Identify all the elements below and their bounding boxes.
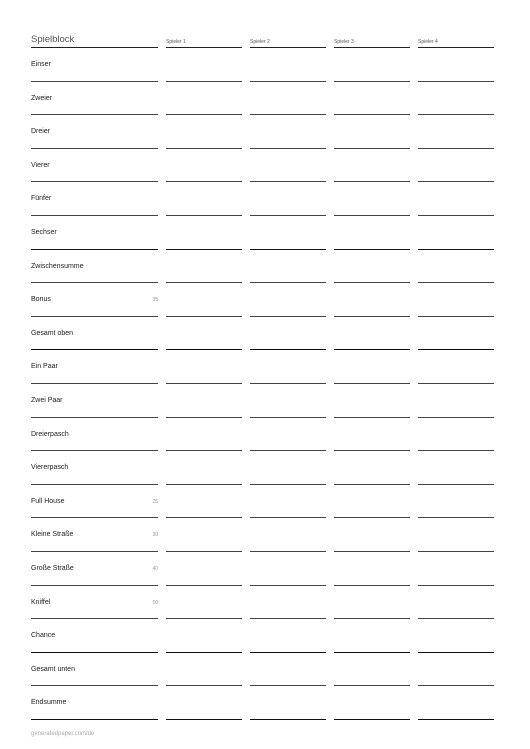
row-label-cell	[31, 283, 158, 317]
row-label: Dreier	[31, 128, 51, 136]
score-cell[interactable]	[334, 418, 410, 452]
row-points: 35	[152, 297, 158, 304]
row-label-cell	[31, 115, 158, 149]
score-cell[interactable]	[334, 586, 410, 620]
score-cell[interactable]	[166, 619, 242, 653]
score-cell[interactable]	[166, 384, 242, 418]
score-row	[31, 48, 496, 82]
score-cell[interactable]	[166, 552, 242, 586]
score-cell[interactable]	[334, 350, 410, 384]
score-cell[interactable]	[166, 686, 242, 720]
row-label-cell	[31, 216, 158, 250]
score-cell[interactable]	[250, 216, 326, 250]
score-row	[31, 115, 496, 149]
score-cell[interactable]	[418, 552, 494, 586]
score-cell[interactable]	[418, 485, 494, 519]
score-cell[interactable]	[250, 149, 326, 183]
score-cell[interactable]	[250, 653, 326, 687]
score-rows	[31, 48, 496, 720]
score-cell[interactable]	[166, 653, 242, 687]
score-cell[interactable]	[166, 485, 242, 519]
score-cell[interactable]	[334, 82, 410, 116]
row-label-cell	[31, 48, 158, 82]
row-label-cell	[31, 182, 158, 216]
score-cell[interactable]	[250, 384, 326, 418]
score-cell[interactable]	[334, 182, 410, 216]
score-cell[interactable]	[166, 586, 242, 620]
score-cell[interactable]	[166, 48, 242, 82]
row-label: Dreierpasch	[31, 430, 69, 438]
score-row	[31, 686, 496, 720]
row-label-cell	[31, 485, 158, 519]
row-points: 40	[152, 565, 158, 572]
row-label: Kleine Straße	[31, 531, 74, 539]
score-row	[31, 283, 496, 317]
row-label-cell	[31, 653, 158, 687]
row-label: Zweier	[31, 94, 53, 102]
row-label-cell	[31, 619, 158, 653]
score-cell[interactable]	[250, 115, 326, 149]
score-cell[interactable]	[250, 48, 326, 82]
score-cell[interactable]	[166, 82, 242, 116]
score-cell[interactable]	[166, 115, 242, 149]
score-row	[31, 250, 496, 284]
score-cell[interactable]	[418, 149, 494, 183]
player-header-4: Spieler 4	[418, 39, 494, 48]
score-cell[interactable]	[334, 686, 410, 720]
score-cell[interactable]	[418, 418, 494, 452]
row-label: Full House	[31, 497, 65, 505]
score-cell[interactable]	[418, 653, 494, 687]
score-row	[31, 82, 496, 116]
player-header-1: Spieler 1	[166, 39, 242, 48]
score-cell[interactable]	[334, 283, 410, 317]
score-row	[31, 518, 496, 552]
score-cell[interactable]	[418, 283, 494, 317]
score-cell[interactable]	[166, 250, 242, 284]
row-label: Gesamt oben	[31, 329, 74, 337]
score-cell[interactable]	[334, 518, 410, 552]
score-cell[interactable]	[250, 686, 326, 720]
score-cell[interactable]	[250, 283, 326, 317]
score-cell[interactable]	[334, 653, 410, 687]
score-cell[interactable]	[166, 418, 242, 452]
score-cell[interactable]	[334, 149, 410, 183]
row-label: Einser	[31, 61, 51, 68]
row-label: Große Straße	[31, 564, 74, 572]
row-label-cell	[31, 384, 158, 418]
score-row	[31, 653, 496, 687]
score-row	[31, 586, 496, 620]
score-cell[interactable]	[250, 250, 326, 284]
sheet-header	[31, 34, 496, 48]
score-row	[31, 418, 496, 452]
score-row	[31, 149, 496, 183]
score-cell[interactable]	[418, 586, 494, 620]
score-cell[interactable]	[418, 384, 494, 418]
player-header-2: Spieler 2	[250, 39, 326, 48]
score-cell[interactable]	[418, 216, 494, 250]
score-cell[interactable]	[334, 250, 410, 284]
score-cell[interactable]	[166, 283, 242, 317]
score-cell[interactable]	[418, 350, 494, 384]
score-cell[interactable]	[334, 619, 410, 653]
score-cell[interactable]	[334, 485, 410, 519]
row-label-cell	[31, 250, 158, 284]
row-label-cell	[31, 418, 158, 452]
score-row	[31, 182, 496, 216]
footer-url: generatedpaper.com/de	[31, 731, 95, 737]
row-label-cell	[31, 518, 158, 552]
score-row	[31, 216, 496, 250]
score-cell[interactable]	[334, 384, 410, 418]
score-row	[31, 552, 496, 586]
score-cell[interactable]	[418, 115, 494, 149]
score-cell[interactable]	[418, 317, 494, 351]
row-label: Ein Paar	[31, 363, 58, 371]
row-label-cell	[31, 451, 158, 485]
score-cell[interactable]	[418, 451, 494, 485]
row-label: Zwei Paar	[31, 396, 63, 404]
row-label: Fünfer	[31, 195, 52, 203]
score-cell[interactable]	[418, 82, 494, 116]
score-cell[interactable]	[334, 317, 410, 351]
row-label: Chance	[31, 632, 56, 640]
score-cell[interactable]	[250, 82, 326, 116]
score-cell[interactable]	[250, 518, 326, 552]
player-header-3: Spieler 3	[334, 39, 410, 48]
score-cell[interactable]	[250, 451, 326, 485]
score-cell[interactable]	[166, 451, 242, 485]
row-label-cell	[31, 552, 158, 586]
row-label-cell	[31, 350, 158, 384]
row-points: 50	[152, 599, 158, 606]
score-row	[31, 384, 496, 418]
score-cell[interactable]	[418, 182, 494, 216]
score-cell[interactable]	[250, 485, 326, 519]
score-cell[interactable]	[250, 552, 326, 586]
score-row	[31, 485, 496, 519]
score-cell[interactable]	[250, 619, 326, 653]
row-points: 25	[152, 498, 158, 505]
row-label-cell	[31, 149, 158, 183]
row-label: Zwischensumme	[31, 262, 84, 270]
row-label-cell	[31, 317, 158, 351]
score-cell[interactable]	[334, 115, 410, 149]
score-cell[interactable]	[166, 317, 242, 351]
row-label: Gesamt unten	[31, 665, 75, 673]
score-cell[interactable]	[418, 619, 494, 653]
score-cell[interactable]	[334, 552, 410, 586]
row-label: Sechser	[31, 228, 57, 236]
score-cell[interactable]	[250, 418, 326, 452]
score-row	[31, 350, 496, 384]
sheet-title: Spielblock	[31, 34, 158, 48]
score-cell[interactable]	[334, 451, 410, 485]
score-row	[31, 317, 496, 351]
score-row	[31, 619, 496, 653]
score-cell[interactable]	[334, 48, 410, 82]
score-cell[interactable]	[418, 518, 494, 552]
score-cell[interactable]	[166, 350, 242, 384]
score-cell[interactable]	[418, 48, 494, 82]
row-label-cell	[31, 686, 158, 720]
row-label: Vierer	[31, 161, 50, 169]
row-label: Endsumme	[31, 699, 67, 707]
score-cell[interactable]	[334, 216, 410, 250]
row-label: Bonus	[31, 296, 51, 304]
score-cell[interactable]	[166, 182, 242, 216]
row-points: 30	[152, 532, 158, 539]
score-cell[interactable]	[250, 350, 326, 384]
score-cell[interactable]	[250, 182, 326, 216]
score-cell[interactable]	[250, 586, 326, 620]
score-row	[31, 451, 496, 485]
score-cell[interactable]	[250, 317, 326, 351]
score-cell[interactable]	[418, 686, 494, 720]
score-cell[interactable]	[166, 149, 242, 183]
score-cell[interactable]	[418, 250, 494, 284]
row-label: Kniffel	[31, 598, 51, 606]
score-cell[interactable]	[166, 518, 242, 552]
row-label-cell	[31, 82, 158, 116]
score-cell[interactable]	[166, 216, 242, 250]
score-sheet	[31, 34, 496, 720]
row-label: Viererpasch	[31, 464, 69, 472]
row-label-cell	[31, 586, 158, 620]
